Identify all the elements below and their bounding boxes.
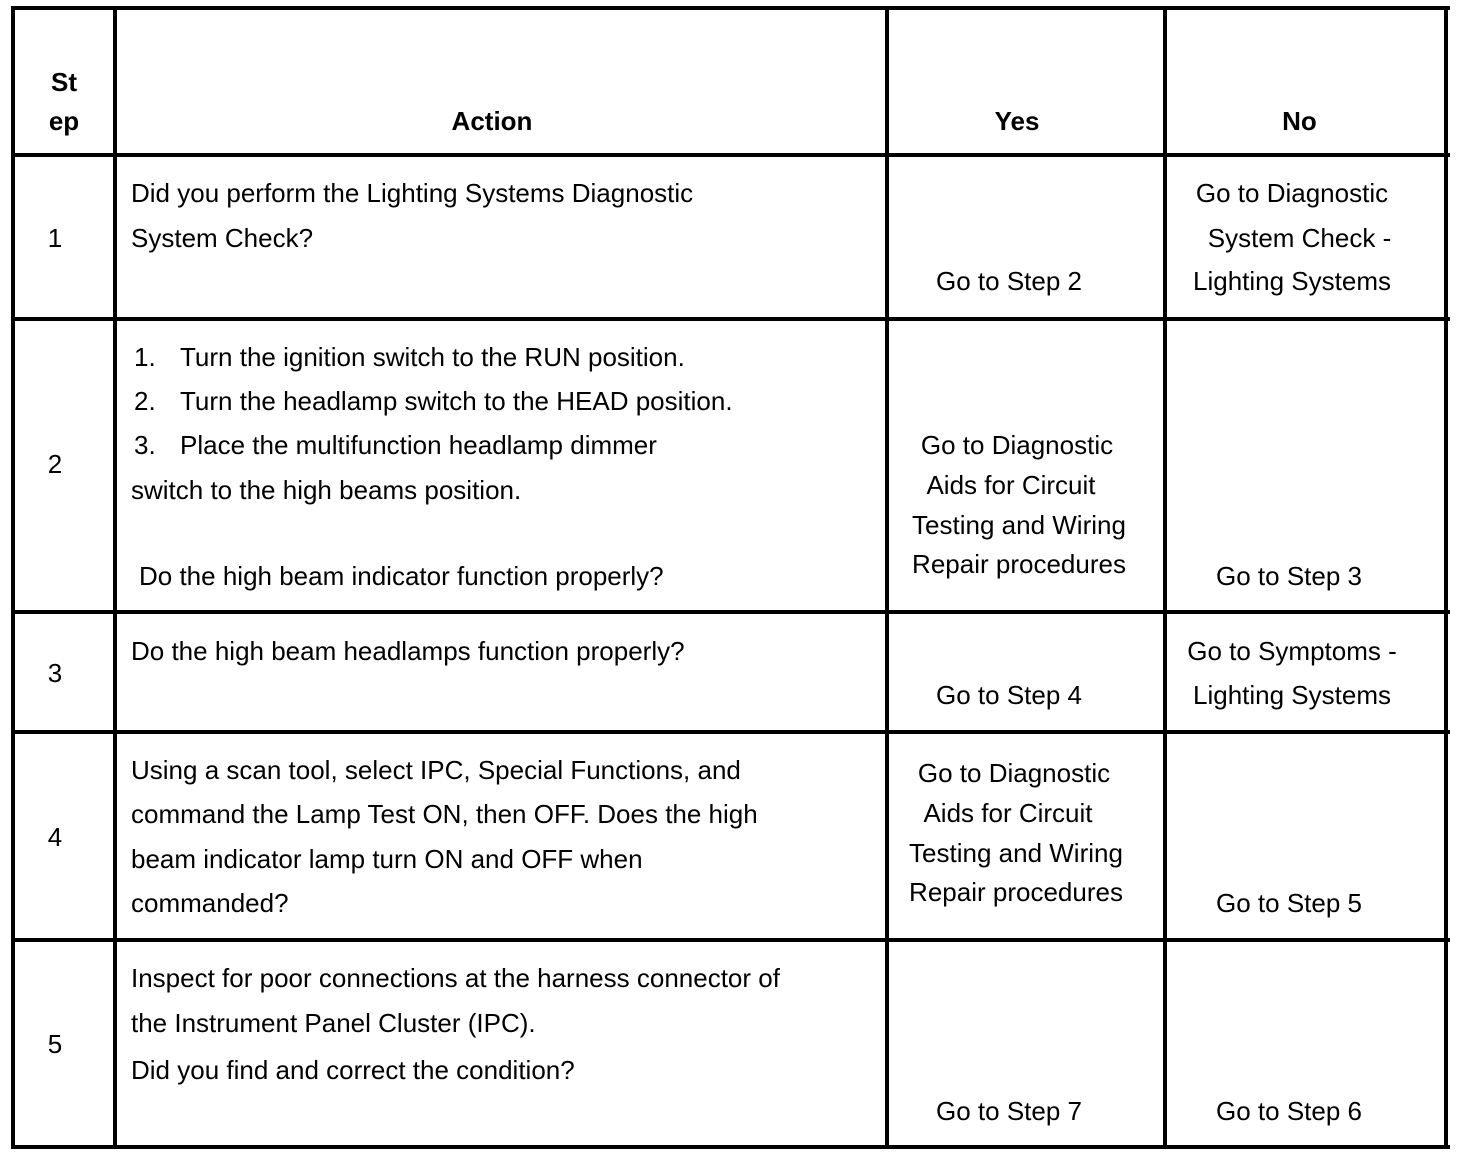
no-link: System Check - xyxy=(1207,223,1392,253)
row-divider-2 xyxy=(11,610,1450,614)
no-link: Go to Diagnostic xyxy=(1195,178,1389,208)
column-divider-step xyxy=(113,7,117,1149)
table-border-top xyxy=(11,6,1450,10)
action-text: beam indicator lamp turn ON and OFF when xyxy=(131,844,643,874)
yes-link: Repair procedures xyxy=(909,877,1123,907)
step-number: 2 xyxy=(47,449,63,479)
action-text: Place the multifunction headlamp dimmer xyxy=(180,430,657,460)
action-text: Inspect for poor connections at the harness connector of xyxy=(131,963,780,993)
action-text: command the Lamp Test ON, then OFF. Does the high xyxy=(131,799,758,829)
table-border-right xyxy=(1444,7,1448,1149)
header-action: Action xyxy=(451,106,533,136)
table-border-left xyxy=(11,7,15,1149)
yes-link: Testing and Wiring xyxy=(912,510,1126,540)
header-step-line-1: St xyxy=(51,67,77,97)
row-divider-1 xyxy=(11,317,1450,321)
yes-link: Go to Diagnostic xyxy=(917,758,1111,788)
row-divider-header xyxy=(11,153,1450,157)
action-text: Did you perform the Lighting Systems Diagnostic xyxy=(131,178,694,208)
list-number: 2. xyxy=(134,386,156,416)
yes-link: Go to Step 2 xyxy=(936,266,1082,296)
no-link: Lighting Systems xyxy=(1193,680,1391,710)
yes-link: Go to Diagnostic xyxy=(920,430,1114,460)
header-step-line-2: ep xyxy=(48,106,80,136)
yes-link: Repair procedures xyxy=(912,549,1126,579)
yes-link: Go to Step 4 xyxy=(936,680,1082,710)
step-number: 4 xyxy=(47,822,63,852)
header-yes: Yes xyxy=(994,106,1040,136)
action-text: commanded? xyxy=(131,888,289,918)
step-number: 3 xyxy=(47,658,63,688)
action-text: Did you find and correct the condition? xyxy=(131,1055,575,1085)
step-number: 5 xyxy=(47,1029,63,1059)
row-divider-3 xyxy=(11,730,1450,734)
action-text: the Instrument Panel Cluster (IPC). xyxy=(131,1008,536,1038)
action-text: Using a scan tool, select IPC, Special Functions, and xyxy=(131,755,741,785)
action-question: Do the high beam indicator function properly? xyxy=(139,561,664,591)
action-text: Turn the headlamp switch to the HEAD position. xyxy=(180,386,733,416)
yes-link: Go to Step 7 xyxy=(936,1096,1082,1126)
action-text: Turn the ignition switch to the RUN position. xyxy=(180,342,685,372)
step-number: 1 xyxy=(47,223,63,253)
no-link: Go to Step 3 xyxy=(1216,561,1362,591)
list-number: 1. xyxy=(134,342,156,372)
action-text: switch to the high beams position. xyxy=(131,475,522,505)
no-link: Go to Step 5 xyxy=(1216,888,1362,918)
yes-link: Aids for Circuit xyxy=(926,470,1096,500)
yes-link: Aids for Circuit xyxy=(923,798,1093,828)
header-no: No xyxy=(1282,106,1317,136)
list-number: 3. xyxy=(134,430,156,460)
no-link: Go to Step 6 xyxy=(1216,1096,1362,1126)
no-link: Lighting Systems xyxy=(1193,266,1391,296)
table-border-bottom xyxy=(11,1145,1450,1149)
yes-link: Testing and Wiring xyxy=(909,838,1123,868)
no-link: Go to Symptoms - xyxy=(1187,636,1397,666)
action-text: Do the high beam headlamps function properly? xyxy=(131,636,685,666)
action-text: System Check? xyxy=(131,223,314,253)
row-divider-4 xyxy=(11,938,1450,942)
